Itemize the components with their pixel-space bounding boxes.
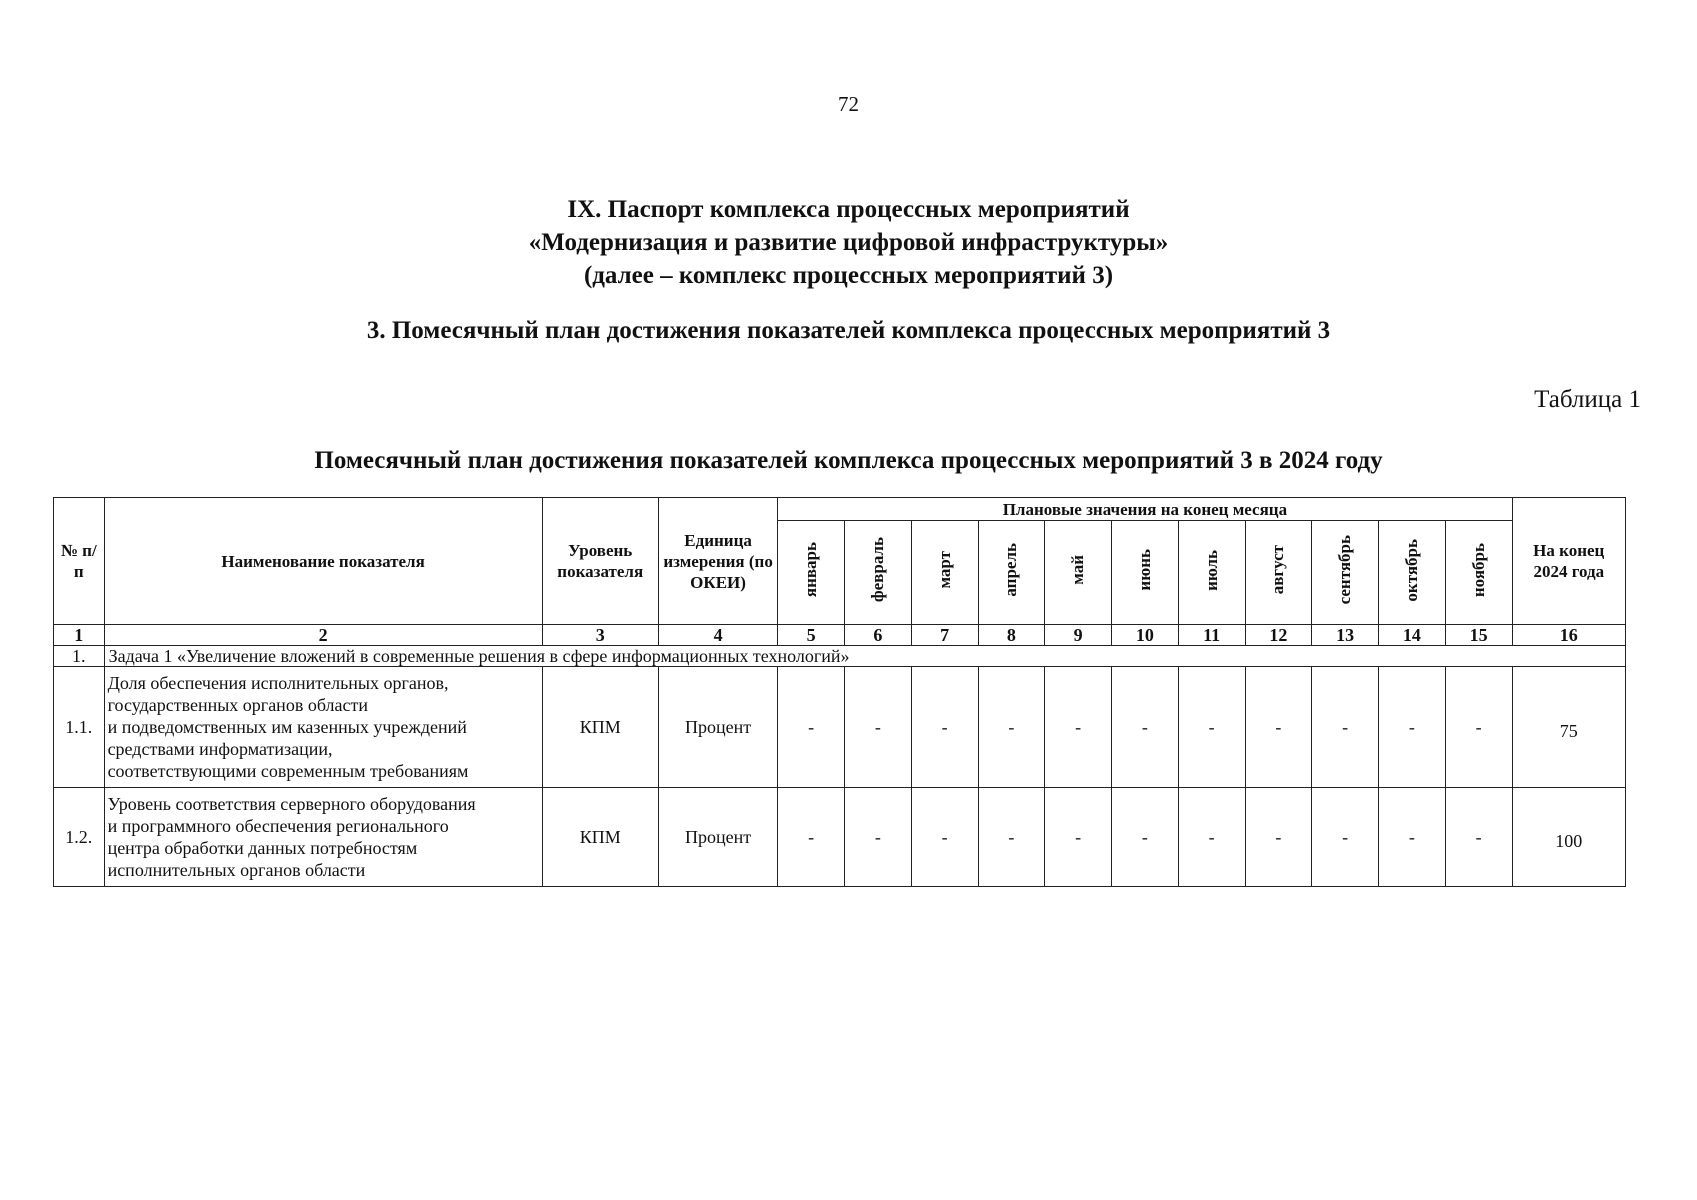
indicator-level: КПМ [542, 788, 658, 887]
monthly-value: - [1445, 667, 1512, 788]
month-label: январь [801, 542, 821, 598]
month-label: апрель [1001, 543, 1021, 597]
indicator-name-line: и программного обеспечения регионального [107, 816, 449, 836]
month-label: сентябрь [1335, 535, 1355, 605]
end-of-year-value: 75 [1512, 667, 1625, 788]
header-month [1178, 521, 1245, 625]
section-heading [0, 193, 1697, 292]
monthly-value: - [911, 788, 978, 887]
column-number: 10 [1112, 625, 1179, 646]
indicator-name-line: государственных органов области [107, 695, 368, 715]
monthly-value: - [845, 667, 912, 788]
header-month [1045, 521, 1112, 625]
table-row [54, 788, 1626, 887]
indicator-name-line: центра обработки данных потребностям [107, 838, 418, 858]
indicator-unit: Процент [658, 667, 777, 788]
header-month [1312, 521, 1379, 625]
month-label: август [1268, 545, 1288, 595]
monthly-value: - [1312, 788, 1379, 887]
header-month [978, 521, 1045, 625]
monthly-value: - [1245, 667, 1312, 788]
column-number: 13 [1312, 625, 1379, 646]
header-month [911, 521, 978, 625]
indicator-unit: Процент [658, 788, 777, 887]
indicator-name [104, 667, 542, 788]
header-name: Наименование показателя [104, 498, 542, 625]
column-number: 5 [778, 625, 845, 646]
month-label: июнь [1134, 549, 1154, 591]
column-number: 6 [845, 625, 912, 646]
monthly-value: - [978, 667, 1045, 788]
end-of-year-value: 100 [1512, 788, 1625, 887]
table-row [54, 667, 1626, 788]
column-number: 4 [658, 625, 777, 646]
monthly-plan-table [53, 497, 1626, 887]
column-number: 11 [1178, 625, 1245, 646]
indicator-name-line: Доля обеспечения исполнительных органов, [107, 673, 449, 693]
monthly-value: - [1045, 667, 1112, 788]
task-text: Задача 1 «Увеличение вложений в современные решения в сфере информационных технологий» [104, 646, 1625, 667]
column-number: 9 [1045, 625, 1112, 646]
monthly-value: - [1112, 788, 1179, 887]
indicator-level: КПМ [542, 667, 658, 788]
monthly-value: - [911, 667, 978, 788]
monthly-value: - [1178, 788, 1245, 887]
subsection-heading: 3. Помесячный план достижения показателей комплекса процессных мероприятий 3 [366, 317, 1331, 344]
month-label: февраль [867, 537, 887, 603]
indicator-name-line: Уровень соответствия серверного оборудования [107, 794, 476, 814]
task-number: 1. [54, 646, 105, 667]
header-month [1245, 521, 1312, 625]
row-number: 1.2. [54, 788, 105, 887]
table-label: Таблица 1 [1534, 386, 1641, 413]
monthly-value: - [778, 667, 845, 788]
header-unit: Единица измерения (по ОКЕИ) [658, 498, 777, 625]
monthly-value: - [1178, 667, 1245, 788]
column-number: 8 [978, 625, 1045, 646]
column-number: 16 [1512, 625, 1625, 646]
header-planned-values: Плановые значения на конец месяца [778, 498, 1512, 521]
header-month [1379, 521, 1446, 625]
indicator-name-line: соответствующими современным требованиям [107, 761, 469, 781]
header-month [1112, 521, 1179, 625]
header-month [845, 521, 912, 625]
header-month [1445, 521, 1512, 625]
month-label: март [934, 551, 954, 589]
header-num: № п/п [54, 498, 105, 625]
monthly-value: - [1112, 667, 1179, 788]
monthly-value: - [1045, 788, 1112, 887]
monthly-value: - [1379, 667, 1446, 788]
column-number: 14 [1379, 625, 1446, 646]
monthly-value: - [778, 788, 845, 887]
header-row-1 [54, 498, 1626, 521]
monthly-value: - [1245, 788, 1312, 887]
heading-line-3: (далее – комплекс процессных мероприятий 3) [583, 262, 1114, 289]
heading-line-2: «Модернизация и развитие цифровой инфраструктуры» [528, 229, 1169, 256]
page-number: 72 [838, 92, 859, 116]
header-end-of-year: На конец 2024 года [1512, 498, 1625, 625]
indicator-name-line: средствами информатизации, [107, 739, 333, 759]
column-number: 12 [1245, 625, 1312, 646]
monthly-value: - [845, 788, 912, 887]
header-month [778, 521, 845, 625]
monthly-value: - [1379, 788, 1446, 887]
indicator-name-line: исполнительных органов области [107, 860, 366, 880]
indicator-name [104, 788, 542, 887]
monthly-value: - [1445, 788, 1512, 887]
column-number: 15 [1445, 625, 1512, 646]
column-number: 7 [911, 625, 978, 646]
column-number: 2 [104, 625, 542, 646]
month-label: ноябрь [1468, 542, 1488, 598]
month-label: май [1068, 555, 1088, 585]
column-number: 3 [542, 625, 658, 646]
monthly-value: - [1312, 667, 1379, 788]
monthly-value: - [978, 788, 1045, 887]
header-level: Уровень показателя [542, 498, 658, 625]
month-label: июль [1201, 549, 1221, 591]
month-label: октябрь [1401, 538, 1421, 602]
column-number: 1 [54, 625, 105, 646]
indicator-name-line: и подведомственных им казенных учреждений [107, 717, 467, 737]
heading-line-1: IX. Паспорт комплекса процессных мероприятий [567, 196, 1130, 223]
table-title: Помесячный план достижения показателей комплекса процессных мероприятий 3 в 2024 году [314, 447, 1383, 474]
row-number: 1.1. [54, 667, 105, 788]
column-number-row [54, 625, 1626, 646]
task-row [54, 646, 1626, 667]
